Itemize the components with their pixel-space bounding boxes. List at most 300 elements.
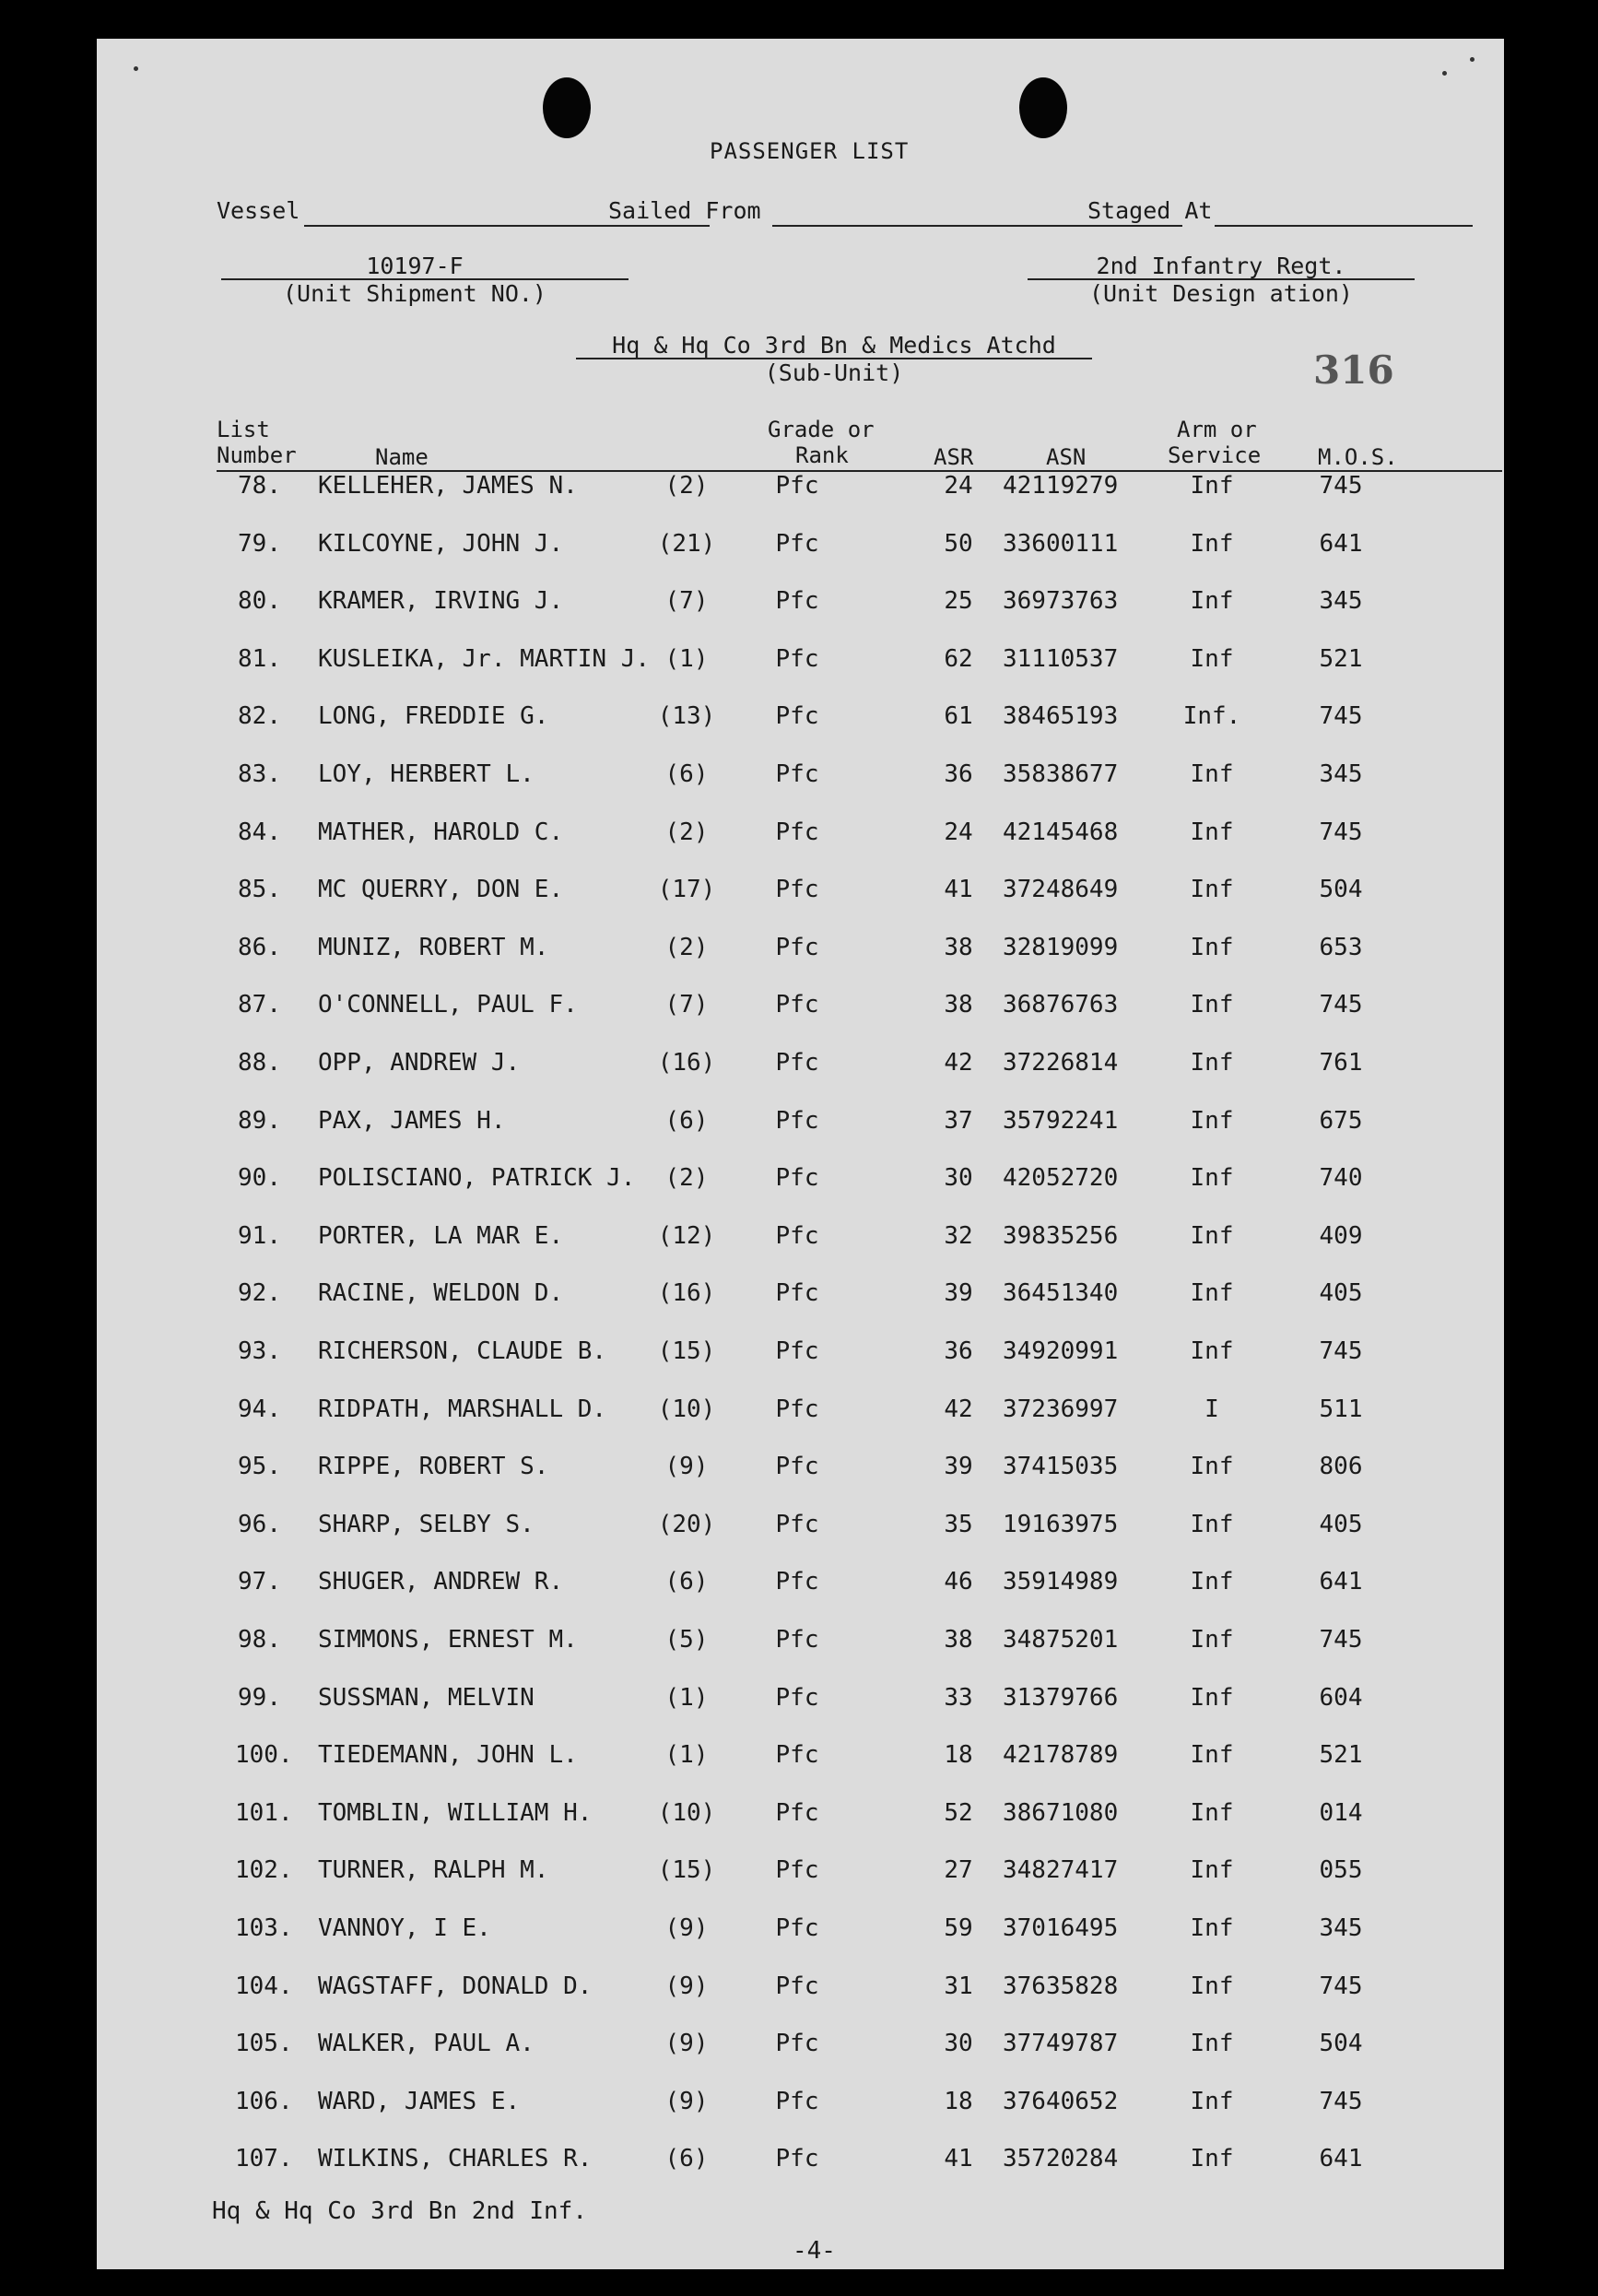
passenger-name-cell: MUNIZ, ROBERT M. xyxy=(318,933,549,961)
asr-cell: 30 xyxy=(944,1164,973,1193)
group-cell: (6) xyxy=(664,760,709,788)
asr-cell: 59 xyxy=(944,1914,973,1942)
asn-cell: 36973763 xyxy=(1003,587,1119,616)
rank-cell: Pfc xyxy=(775,529,819,558)
passenger-name-cell: RIPPE, ROBERT S. xyxy=(318,1453,549,1481)
mos-cell: 604 xyxy=(1319,1683,1363,1712)
list-number-cell: 100. xyxy=(235,1741,293,1770)
rank-cell: Pfc xyxy=(775,1972,819,2000)
arm-service-cell: Inf xyxy=(1190,876,1234,904)
list-number-cell: 102. xyxy=(235,1856,293,1885)
asn-cell: 37640652 xyxy=(1003,2087,1119,2115)
rank-cell: Pfc xyxy=(775,1164,819,1193)
rank-cell: Pfc xyxy=(775,933,819,961)
mos-cell: 653 xyxy=(1319,933,1363,961)
mos-cell: 745 xyxy=(1319,1337,1363,1365)
passenger-name-cell: TURNER, RALPH M. xyxy=(318,1856,549,1885)
list-number-cell: 80. xyxy=(238,587,281,616)
table-row xyxy=(97,1741,1504,1774)
mos-cell: 504 xyxy=(1319,876,1363,904)
table-row xyxy=(97,1164,1504,1197)
rank-cell: Pfc xyxy=(775,1453,819,1481)
list-number-cell: 98. xyxy=(238,1626,281,1654)
list-number-cell: 99. xyxy=(238,1683,281,1712)
arm-service-cell: Inf xyxy=(1190,991,1234,1019)
mos-cell: 745 xyxy=(1319,1972,1363,2000)
table-row xyxy=(97,818,1504,852)
arm-service-cell: Inf xyxy=(1190,1856,1234,1885)
rank-cell: Pfc xyxy=(775,2030,819,2058)
table-row xyxy=(97,1511,1504,1544)
table-row xyxy=(97,702,1504,736)
list-number-cell: 82. xyxy=(238,702,281,731)
group-cell: (9) xyxy=(664,2030,709,2058)
list-number-cell: 81. xyxy=(238,644,281,673)
list-number-cell: 105. xyxy=(235,2030,293,2058)
asn-cell: 35838677 xyxy=(1003,760,1119,788)
arm-service-cell: Inf xyxy=(1190,1972,1234,2000)
list-number-cell: 94. xyxy=(238,1395,281,1423)
table-row xyxy=(97,2030,1504,2063)
group-cell: (20) xyxy=(657,1510,716,1538)
list-number-cell: 97. xyxy=(238,1568,281,1596)
list-number-cell: 103. xyxy=(235,1914,293,1942)
passenger-name-cell: KILCOYNE, JOHN J. xyxy=(318,529,564,558)
asr-cell: 30 xyxy=(944,2030,973,2058)
rank-cell: Pfc xyxy=(775,1626,819,1654)
group-cell: (2) xyxy=(664,818,709,846)
mos-cell: 405 xyxy=(1319,1510,1363,1538)
arm-service-cell: Inf. xyxy=(1182,702,1241,731)
sailed-from-field xyxy=(772,225,1182,227)
rank-cell: Pfc xyxy=(775,1510,819,1538)
arm-service-cell: Inf xyxy=(1190,472,1234,500)
passenger-name-cell: POLISCIANO, PATRICK J. xyxy=(318,1164,636,1193)
rank-cell: Pfc xyxy=(775,2087,819,2115)
arm-service-cell: Inf xyxy=(1190,1221,1234,1250)
rank-cell: Pfc xyxy=(775,1798,819,1827)
punch-hole-left xyxy=(543,77,591,138)
asn-cell: 36876763 xyxy=(1003,991,1119,1019)
passenger-name-cell: LOY, HERBERT L. xyxy=(318,760,535,788)
asr-cell: 33 xyxy=(944,1683,973,1712)
passenger-name-cell: TIEDEMANN, JOHN L. xyxy=(318,1741,578,1770)
mos-cell: 345 xyxy=(1319,587,1363,616)
group-cell: (6) xyxy=(664,2145,709,2173)
list-number-cell: 83. xyxy=(238,760,281,788)
group-cell: (2) xyxy=(664,472,709,500)
asr-cell: 61 xyxy=(944,702,973,731)
group-cell: (9) xyxy=(664,1972,709,2000)
rank-cell: Pfc xyxy=(775,1221,819,1250)
arm-service-cell: I xyxy=(1204,1395,1219,1423)
group-cell: (7) xyxy=(664,587,709,616)
table-row xyxy=(97,587,1504,620)
asr-cell: 42 xyxy=(944,1395,973,1423)
arm-service-cell: Inf xyxy=(1190,2030,1234,2058)
mos-cell: 641 xyxy=(1319,2145,1363,2173)
list-number-cell: 89. xyxy=(238,1106,281,1135)
mos-cell: 745 xyxy=(1319,472,1363,500)
col-arm-label: Arm or xyxy=(1177,417,1257,442)
group-cell: (15) xyxy=(657,1337,716,1365)
mos-cell: 521 xyxy=(1319,1741,1363,1770)
rank-cell: Pfc xyxy=(775,1049,819,1077)
asn-cell: 37226814 xyxy=(1003,1049,1119,1077)
mos-cell: 345 xyxy=(1319,760,1363,788)
document-title: PASSENGER LIST xyxy=(710,138,910,164)
passenger-name-cell: TOMBLIN, WILLIAM H. xyxy=(318,1798,593,1827)
speck xyxy=(1442,71,1447,76)
footer-page-number: -4- xyxy=(793,2237,836,2265)
list-number-cell: 107. xyxy=(235,2145,293,2173)
arm-service-cell: Inf xyxy=(1190,1626,1234,1654)
asr-cell: 24 xyxy=(944,818,973,846)
arm-service-cell: Inf xyxy=(1190,1049,1234,1077)
asn-cell: 38465193 xyxy=(1003,702,1119,731)
mos-cell: 641 xyxy=(1319,529,1363,558)
rank-cell: Pfc xyxy=(775,702,819,731)
group-cell: (2) xyxy=(664,1164,709,1193)
rank-cell: Pfc xyxy=(775,876,819,904)
table-row xyxy=(97,472,1504,505)
col-list-number xyxy=(217,417,297,468)
list-number-cell: 104. xyxy=(235,1972,293,2000)
table-row xyxy=(97,760,1504,794)
arm-service-cell: Inf xyxy=(1190,818,1234,846)
list-number-cell: 93. xyxy=(238,1337,281,1365)
table-row xyxy=(97,1568,1504,1601)
table-row xyxy=(97,1395,1504,1429)
mos-cell: 014 xyxy=(1319,1798,1363,1827)
asr-cell: 38 xyxy=(944,933,973,961)
group-cell: (9) xyxy=(664,2087,709,2115)
col-asr: ASR xyxy=(934,444,974,470)
list-number-cell: 84. xyxy=(238,818,281,846)
rank-cell: Pfc xyxy=(775,1741,819,1770)
col-mos: M.O.S. xyxy=(1318,444,1398,470)
rank-cell: Pfc xyxy=(775,644,819,673)
table-row xyxy=(97,1914,1504,1948)
list-number-cell: 96. xyxy=(238,1510,281,1538)
col-list-label: List xyxy=(217,417,270,442)
group-cell: (16) xyxy=(657,1049,716,1077)
asn-cell: 34875201 xyxy=(1003,1626,1119,1654)
arm-service-cell: Inf xyxy=(1190,1337,1234,1365)
arm-service-cell: Inf xyxy=(1190,1741,1234,1770)
asn-cell: 35792241 xyxy=(1003,1106,1119,1135)
mos-cell: 405 xyxy=(1319,1279,1363,1308)
col-number-label: Number xyxy=(217,442,297,468)
arm-service-cell: Inf xyxy=(1190,933,1234,961)
rank-cell: Pfc xyxy=(775,1568,819,1596)
asr-cell: 18 xyxy=(944,2087,973,2115)
asr-cell: 32 xyxy=(944,1221,973,1250)
group-cell: (12) xyxy=(657,1221,716,1250)
speck xyxy=(1470,57,1475,62)
arm-service-cell: Inf xyxy=(1190,1510,1234,1538)
asn-cell: 37635828 xyxy=(1003,1972,1119,2000)
list-number-cell: 85. xyxy=(238,876,281,904)
sub-unit-caption: (Sub-Unit) xyxy=(764,359,904,386)
passenger-name-cell: WILKINS, CHARLES R. xyxy=(318,2145,593,2173)
mos-cell: 745 xyxy=(1319,2087,1363,2115)
asr-cell: 62 xyxy=(944,644,973,673)
col-rank-label: Rank xyxy=(795,442,849,468)
table-row xyxy=(97,1222,1504,1255)
list-number-cell: 88. xyxy=(238,1049,281,1077)
table-row xyxy=(97,876,1504,909)
arm-service-cell: Inf xyxy=(1190,587,1234,616)
arm-service-cell: Inf xyxy=(1190,2145,1234,2173)
table-row xyxy=(97,1337,1504,1371)
asn-cell: 35720284 xyxy=(1003,2145,1119,2173)
list-number-cell: 92. xyxy=(238,1279,281,1308)
asr-cell: 27 xyxy=(944,1856,973,1885)
mos-cell: 641 xyxy=(1319,1568,1363,1596)
rank-cell: Pfc xyxy=(775,1337,819,1365)
group-cell: (13) xyxy=(657,702,716,731)
asn-cell: 39835256 xyxy=(1003,1221,1119,1250)
unit-designation-caption: (Unit Design ation) xyxy=(1089,280,1353,307)
asn-cell: 37016495 xyxy=(1003,1914,1119,1942)
rank-cell: Pfc xyxy=(775,1856,819,1885)
arm-service-cell: Inf xyxy=(1190,1914,1234,1942)
col-arm xyxy=(1168,417,1261,468)
passenger-name-cell: KELLEHER, JAMES N. xyxy=(318,472,578,500)
rank-cell: Pfc xyxy=(775,2145,819,2173)
list-number-cell: 95. xyxy=(238,1453,281,1481)
table-row xyxy=(97,1107,1504,1140)
asn-cell: 42052720 xyxy=(1003,1164,1119,1193)
rank-cell: Pfc xyxy=(775,1914,819,1942)
group-cell: (9) xyxy=(664,1453,709,1481)
list-number-cell: 79. xyxy=(238,529,281,558)
staged-at-field xyxy=(1215,225,1473,227)
asr-cell: 37 xyxy=(944,1106,973,1135)
punch-hole-right xyxy=(1019,77,1067,138)
group-cell: (6) xyxy=(664,1568,709,1596)
mos-cell: 761 xyxy=(1319,1049,1363,1077)
staged-at-label: Staged At xyxy=(1087,197,1213,224)
asr-cell: 41 xyxy=(944,876,973,904)
passenger-name-cell: WARD, JAMES E. xyxy=(318,2087,521,2115)
footer-unit-note: Hq & Hq Co 3rd Bn 2nd Inf. xyxy=(212,2197,587,2225)
asn-cell: 42119279 xyxy=(1003,472,1119,500)
table-row xyxy=(97,1049,1504,1082)
group-cell: (7) xyxy=(664,991,709,1019)
arm-service-cell: Inf xyxy=(1190,644,1234,673)
col-name: Name xyxy=(375,444,429,470)
speck xyxy=(134,66,138,71)
arm-service-cell: Inf xyxy=(1190,1164,1234,1193)
table-row xyxy=(97,1972,1504,2006)
asn-cell: 32819099 xyxy=(1003,933,1119,961)
page-stamp: 316 xyxy=(1313,347,1394,393)
asr-cell: 50 xyxy=(944,529,973,558)
col-asn: ASN xyxy=(1046,444,1087,470)
asr-cell: 18 xyxy=(944,1741,973,1770)
asn-cell: 37236997 xyxy=(1003,1395,1119,1423)
rank-cell: Pfc xyxy=(775,1395,819,1423)
group-cell: (1) xyxy=(664,1683,709,1712)
group-cell: (10) xyxy=(657,1798,716,1827)
table-row xyxy=(97,1626,1504,1659)
list-number-cell: 91. xyxy=(238,1221,281,1250)
rank-cell: Pfc xyxy=(775,1683,819,1712)
asr-cell: 39 xyxy=(944,1279,973,1308)
list-number-cell: 86. xyxy=(238,933,281,961)
mos-cell: 740 xyxy=(1319,1164,1363,1193)
rank-cell: Pfc xyxy=(775,818,819,846)
rank-cell: Pfc xyxy=(775,472,819,500)
group-cell: (6) xyxy=(664,1106,709,1135)
asn-cell: 34827417 xyxy=(1003,1856,1119,1885)
asr-cell: 36 xyxy=(944,1337,973,1365)
passenger-name-cell: WAGSTAFF, DONALD D. xyxy=(318,1972,593,2000)
asr-cell: 25 xyxy=(944,587,973,616)
passenger-name-cell: MATHER, HAROLD C. xyxy=(318,818,564,846)
arm-service-cell: Inf xyxy=(1190,1568,1234,1596)
group-cell: (1) xyxy=(664,644,709,673)
table-row xyxy=(97,2145,1504,2178)
asn-cell: 42145468 xyxy=(1003,818,1119,846)
sailed-from-label: Sailed From xyxy=(608,197,761,224)
asn-cell: 42178789 xyxy=(1003,1741,1119,1770)
table-row xyxy=(97,1279,1504,1313)
group-cell: (21) xyxy=(657,529,716,558)
arm-service-cell: Inf xyxy=(1190,1798,1234,1827)
group-cell: (9) xyxy=(664,1914,709,1942)
group-cell: (17) xyxy=(657,876,716,904)
passenger-name-cell: LONG, FREDDIE G. xyxy=(318,702,549,731)
asr-cell: 38 xyxy=(944,991,973,1019)
asn-cell: 37248649 xyxy=(1003,876,1119,904)
arm-service-cell: Inf xyxy=(1190,1279,1234,1308)
passenger-name-cell: RACINE, WELDON D. xyxy=(318,1279,564,1308)
mos-cell: 745 xyxy=(1319,1626,1363,1654)
asr-cell: 36 xyxy=(944,760,973,788)
vessel-label: Vessel xyxy=(217,197,300,224)
document-page xyxy=(97,39,1504,2269)
unit-shipment-no: 10197-F xyxy=(366,253,464,279)
mos-cell: 745 xyxy=(1319,702,1363,731)
passenger-name-cell: SHARP, SELBY S. xyxy=(318,1510,535,1538)
table-row xyxy=(97,1856,1504,1890)
asn-cell: 36451340 xyxy=(1003,1279,1119,1308)
table-row xyxy=(97,1799,1504,1832)
rank-cell: Pfc xyxy=(775,1106,819,1135)
rank-cell: Pfc xyxy=(775,587,819,616)
table-row xyxy=(97,991,1504,1024)
rank-cell: Pfc xyxy=(775,760,819,788)
passenger-name-cell: KUSLEIKA, Jr. MARTIN J. xyxy=(318,644,651,673)
list-number-cell: 87. xyxy=(238,991,281,1019)
passenger-name-cell: KRAMER, IRVING J. xyxy=(318,587,564,616)
mos-cell: 345 xyxy=(1319,1914,1363,1942)
mos-cell: 745 xyxy=(1319,818,1363,846)
list-number-cell: 101. xyxy=(235,1798,293,1827)
mos-cell: 055 xyxy=(1319,1856,1363,1885)
mos-cell: 806 xyxy=(1319,1453,1363,1481)
sub-unit: Hq & Hq Co 3rd Bn & Medics Atchd xyxy=(612,332,1056,359)
asr-cell: 35 xyxy=(944,1510,973,1538)
passenger-name-cell: OPP, ANDREW J. xyxy=(318,1049,521,1077)
asr-cell: 24 xyxy=(944,472,973,500)
asn-cell: 33600111 xyxy=(1003,529,1119,558)
group-cell: (2) xyxy=(664,933,709,961)
asr-cell: 31 xyxy=(944,1972,973,2000)
col-grade-label: Grade or xyxy=(768,417,875,442)
mos-cell: 504 xyxy=(1319,2030,1363,2058)
rank-cell: Pfc xyxy=(775,991,819,1019)
asr-cell: 46 xyxy=(944,1568,973,1596)
asr-cell: 39 xyxy=(944,1453,973,1481)
group-cell: (15) xyxy=(657,1856,716,1885)
asr-cell: 41 xyxy=(944,2145,973,2173)
table-row xyxy=(97,1453,1504,1486)
col-grade xyxy=(768,417,875,468)
passenger-name-cell: SUSSMAN, MELVIN xyxy=(318,1683,535,1712)
asr-cell: 52 xyxy=(944,1798,973,1827)
table-row xyxy=(97,1684,1504,1717)
passenger-name-cell: WALKER, PAUL A. xyxy=(318,2030,535,2058)
table-row xyxy=(97,934,1504,967)
unit-designation: 2nd Infantry Regt. xyxy=(1096,253,1346,279)
asr-cell: 38 xyxy=(944,1626,973,1654)
vessel-field xyxy=(304,225,710,227)
list-number-cell: 78. xyxy=(238,472,281,500)
passenger-name-cell: PORTER, LA MAR E. xyxy=(318,1221,564,1250)
arm-service-cell: Inf xyxy=(1190,529,1234,558)
table-row xyxy=(97,645,1504,678)
group-cell: (5) xyxy=(664,1626,709,1654)
mos-cell: 511 xyxy=(1319,1395,1363,1423)
arm-service-cell: Inf xyxy=(1190,1683,1234,1712)
mos-cell: 521 xyxy=(1319,644,1363,673)
asn-cell: 38671080 xyxy=(1003,1798,1119,1827)
asn-cell: 31110537 xyxy=(1003,644,1119,673)
arm-service-cell: Inf xyxy=(1190,1106,1234,1135)
arm-service-cell: Inf xyxy=(1190,2087,1234,2115)
asn-cell: 19163975 xyxy=(1003,1510,1119,1538)
passenger-name-cell: PAX, JAMES H. xyxy=(318,1106,506,1135)
passenger-name-cell: MC QUERRY, DON E. xyxy=(318,876,564,904)
unit-shipment-caption: (Unit Shipment NO.) xyxy=(283,280,546,307)
asn-cell: 37749787 xyxy=(1003,2030,1119,2058)
list-number-cell: 106. xyxy=(235,2087,293,2115)
asr-cell: 42 xyxy=(944,1049,973,1077)
passenger-name-cell: SIMMONS, ERNEST M. xyxy=(318,1626,578,1654)
passenger-name-cell: O'CONNELL, PAUL F. xyxy=(318,991,578,1019)
group-cell: (16) xyxy=(657,1279,716,1308)
rank-cell: Pfc xyxy=(775,1279,819,1308)
list-number-cell: 90. xyxy=(238,1164,281,1193)
arm-service-cell: Inf xyxy=(1190,1453,1234,1481)
passenger-name-cell: SHUGER, ANDREW R. xyxy=(318,1568,564,1596)
mos-cell: 745 xyxy=(1319,991,1363,1019)
passenger-name-cell: RICHERSON, CLAUDE B. xyxy=(318,1337,607,1365)
group-cell: (1) xyxy=(664,1741,709,1770)
passenger-name-cell: VANNOY, I E. xyxy=(318,1914,491,1942)
passenger-name-cell: RIDPATH, MARSHALL D. xyxy=(318,1395,607,1423)
asn-cell: 35914989 xyxy=(1003,1568,1119,1596)
asn-cell: 37415035 xyxy=(1003,1453,1119,1481)
table-row xyxy=(97,2088,1504,2121)
col-service-label: Service xyxy=(1168,442,1262,468)
mos-cell: 675 xyxy=(1319,1106,1363,1135)
mos-cell: 409 xyxy=(1319,1221,1363,1250)
